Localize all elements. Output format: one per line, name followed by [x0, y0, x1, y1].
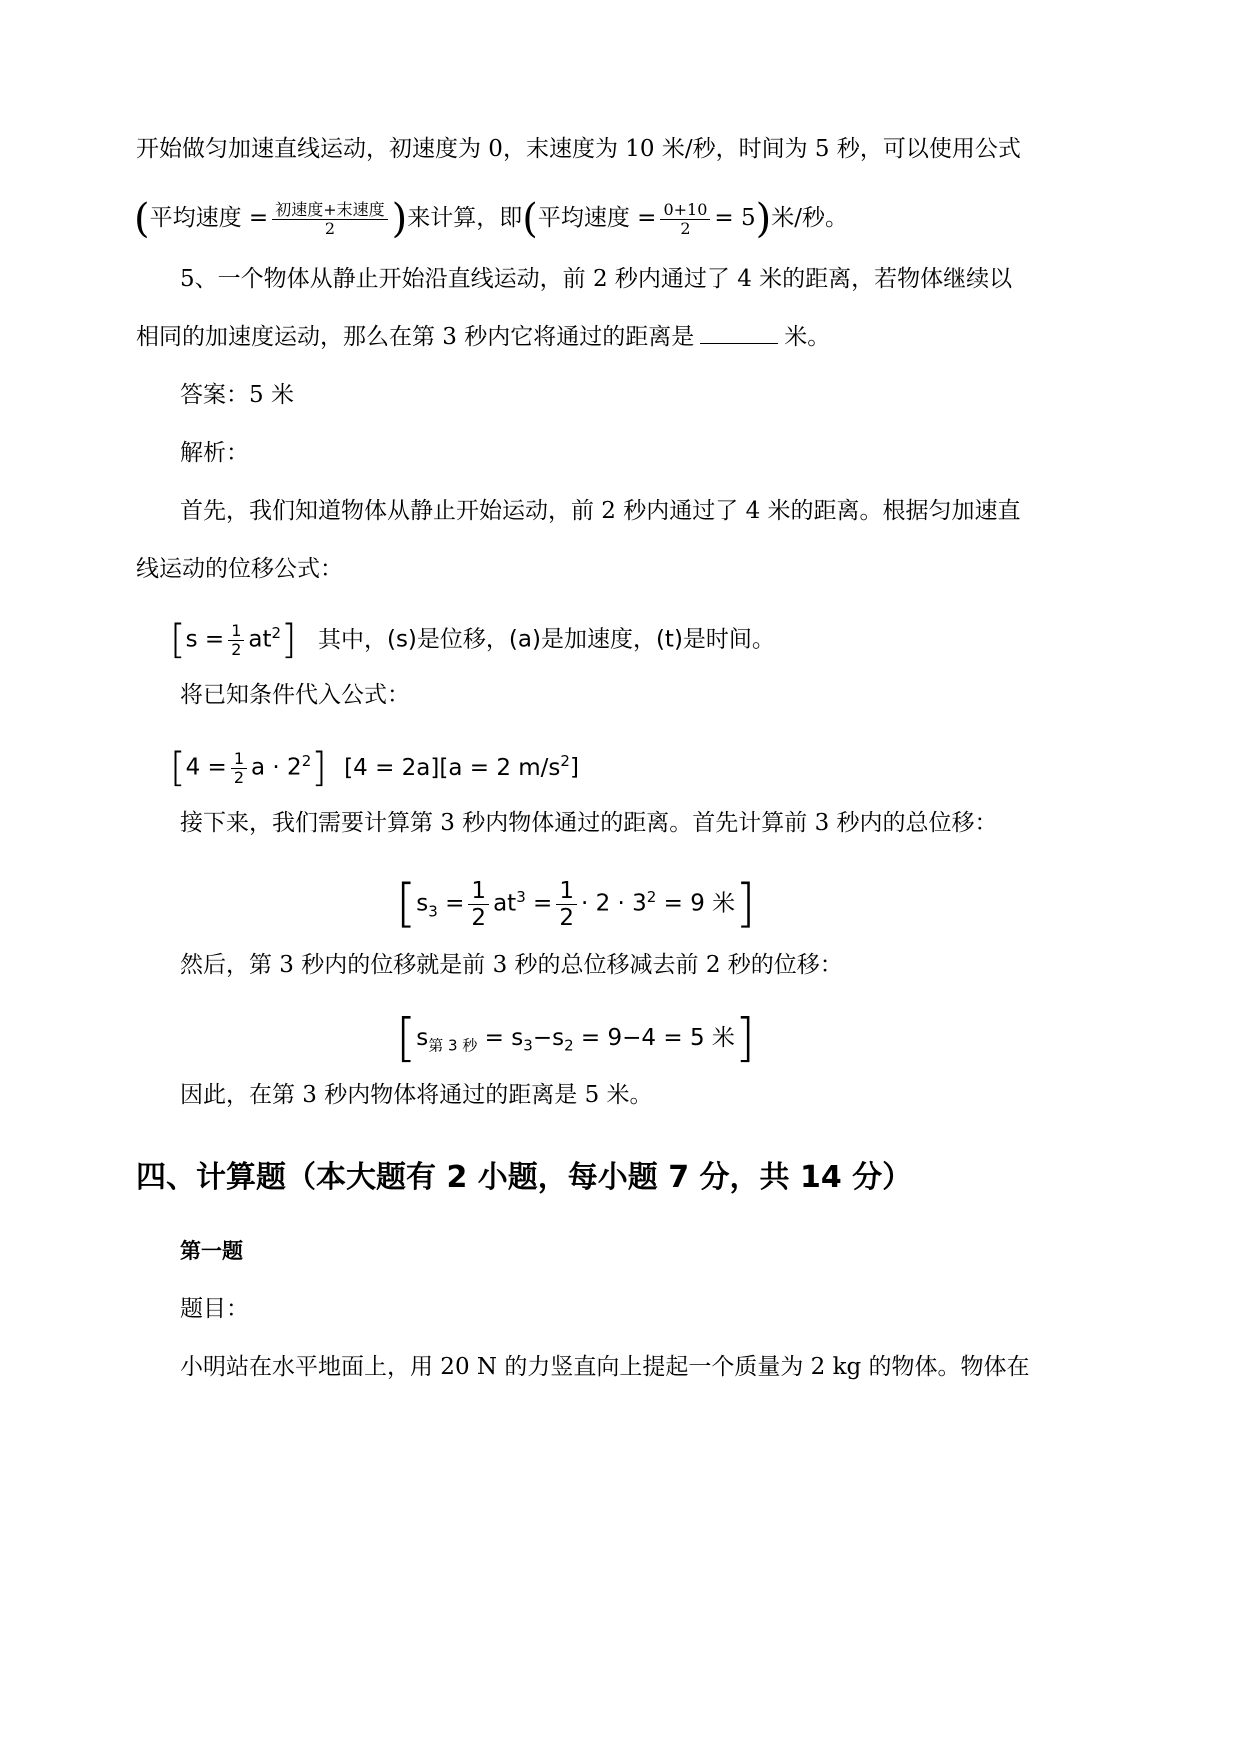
formula-result: = 9−4 = 5 米	[573, 1025, 735, 1051]
avg-label-2: 平均速度 =	[537, 205, 657, 231]
calc-text: 来计算，即	[407, 205, 523, 231]
fraction-numerator: 1	[228, 622, 244, 641]
formula-result: = 9 米	[656, 890, 736, 917]
conclusion-text: 因此，在第 3 秒内物体将通过的距离是 5 米。	[180, 1082, 653, 1108]
fraction-denominator: 2	[324, 218, 335, 238]
substitution-formula-line: [4 = $\frac{1}{2}$ $a \cdot 2^2$] [4 = 2a][a = 2 $m/s^2$]	[170, 745, 579, 792]
then-text: 然后，第 3 秒内的位移就是前 3 秒的总位移减去前 2 秒的位移：	[180, 952, 843, 978]
fraction-denominator: 2	[559, 904, 574, 931]
subscript: 3	[523, 1036, 533, 1055]
exponent: 2	[301, 752, 312, 770]
total-displacement-formula: [$s_3$ = $\frac{1}{2}$ $at^3$ = $\frac{1}{2}$ · $2 \cdot 3^2 = 9$ 米]	[396, 874, 756, 935]
third-second-formula: [$s_{第 3 秒} = s_3-s_2 = 9-4 = 5$ 米]	[396, 1008, 756, 1069]
equals: =	[525, 890, 553, 917]
bracket-close: ]	[569, 754, 579, 781]
question-5-line-1: 5、一个物体从静止开始沿直线运动，前 2 秒内通过了 4 米的距离，若物体继续以	[180, 266, 1013, 292]
fraction	[272, 201, 387, 238]
formula-rhs: a · 2	[251, 754, 302, 781]
var-s: (s)	[386, 626, 417, 653]
var-s: s	[416, 890, 429, 917]
analysis-label: 解析：	[180, 440, 249, 466]
average-velocity-formula-line: (平均速度 = $\frac{\text{初速度+末速度}}{2}$ )来计算，即(平均速度 = $\frac{0+10}{2}$ = 5)米/秒。	[134, 196, 848, 242]
acceleration-formula: [4 = 2a][a = 2 m/s	[344, 754, 561, 781]
equals: =	[437, 890, 465, 917]
fraction-numerator: 1	[556, 878, 577, 905]
formula-rhs: at	[248, 626, 272, 653]
equals: = s	[477, 1025, 524, 1051]
fraction-numerator: 1	[231, 750, 247, 769]
where-text: 其中，	[317, 626, 387, 653]
formula-lhs: 4 =	[185, 754, 227, 781]
avg-label: 平均速度 =	[149, 205, 269, 231]
question-5-unit: 米。	[784, 324, 831, 350]
subsection-heading: 第一题	[180, 1239, 243, 1263]
exponent: 3	[516, 888, 526, 906]
var-t: (t)	[655, 626, 683, 653]
fraction-denominator: 2	[680, 218, 691, 238]
formula-lhs: s =	[185, 626, 225, 653]
var-a-desc: 是加速度，	[540, 626, 656, 653]
analysis-line-1: 首先，我们知道物体从静止开始运动，前 2 秒内通过了 4 米的距离。根据匀加速直	[180, 498, 1021, 524]
fraction-numerator: 0+10	[660, 201, 710, 220]
problem-text: 小明站在水平地面上，用 20 N 的力竖直向上提起一个质量为 2 kg 的物体。物体在	[180, 1354, 1030, 1380]
fraction	[231, 750, 247, 787]
avg-result: = 5	[714, 205, 756, 231]
section-heading: 四、计算题（本大题有 2 小题，每小题 7 分，共 14 分）	[136, 1160, 913, 1195]
var-t-desc: 是时间。	[682, 626, 775, 653]
substitute-text: 将已知条件代入公式：	[180, 682, 410, 708]
exponent: 2	[646, 888, 657, 906]
formula-term: · 2 · 3	[580, 890, 647, 917]
question-5-text: 相同的加速度运动，那么在第 3 秒内它将通过的距离是	[136, 324, 695, 350]
var-s-desc: 是位移，	[416, 626, 509, 653]
var-a: (a)	[508, 626, 541, 653]
answer-text: 答案：5 米	[180, 382, 294, 408]
formula-term: at	[493, 890, 517, 917]
fraction-denominator: 2	[231, 639, 242, 659]
fraction-denominator: 2	[233, 767, 245, 787]
exponent: 2	[560, 752, 570, 770]
fraction	[468, 878, 489, 931]
subscript: 3	[428, 902, 438, 921]
fraction-numerator: 初速度+末速度	[272, 201, 387, 220]
answer-blank	[700, 323, 778, 344]
subscript: 第 3 秒	[428, 1036, 478, 1055]
fraction	[228, 622, 244, 659]
next-step-text: 接下来，我们需要计算第 3 秒内物体通过的距离。首先计算前 3 秒内的总位移：	[180, 810, 998, 836]
prompt-label: 题目：	[180, 1296, 249, 1322]
fraction-numerator: 1	[468, 878, 489, 905]
displacement-formula-line: [s = $\frac{1}{2}$ $at^2$] 其中，(s)是位移，(a)是加速度，(t)是时间。	[170, 617, 775, 664]
subscript: 2	[564, 1036, 574, 1055]
exponent: 2	[271, 624, 282, 642]
analysis-line-2: 线运动的位移公式：	[136, 556, 343, 582]
fraction	[556, 878, 577, 931]
unit-text: 米/秒。	[771, 205, 848, 231]
var-s: s	[416, 1025, 429, 1051]
question-5-line-2	[136, 322, 830, 352]
text-line: 开始做匀加速直线运动，初速度为 0，末速度为 10 米/秒，时间为 5 秒，可以使用公式	[136, 136, 1021, 162]
fraction-denominator: 2	[471, 904, 487, 931]
fraction	[660, 201, 710, 238]
formula-term: −s	[532, 1025, 565, 1051]
